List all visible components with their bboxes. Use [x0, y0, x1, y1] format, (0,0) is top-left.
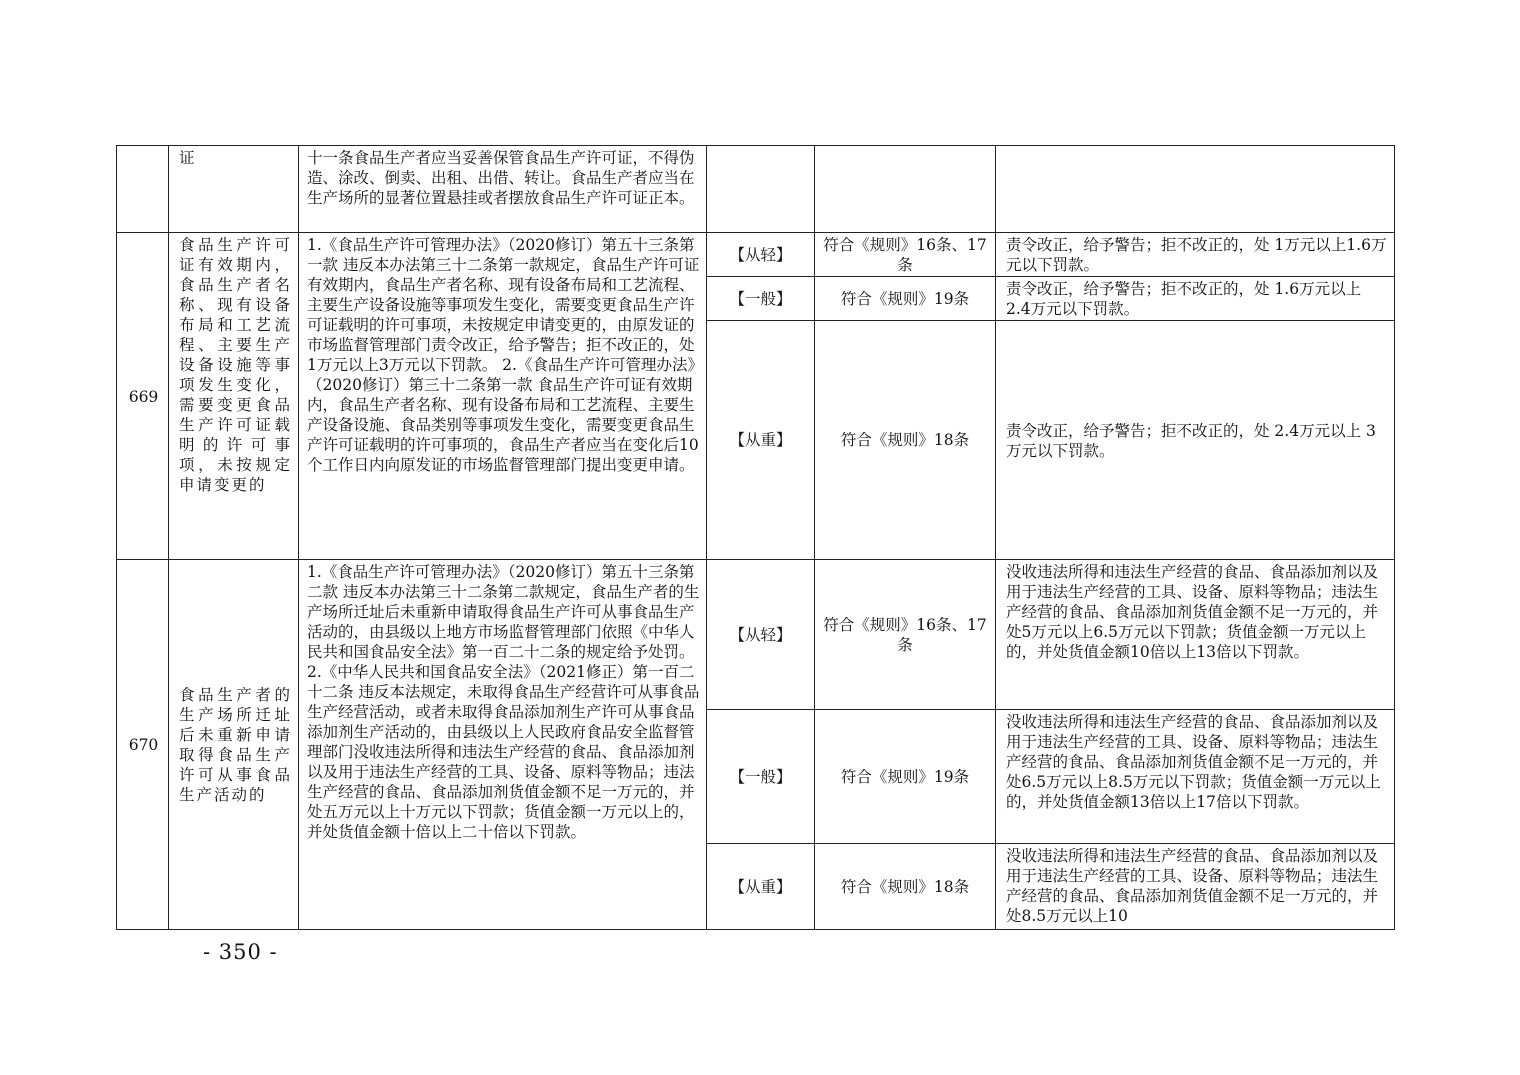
applicable-rule-cell	[815, 146, 996, 233]
discretion-level-cell: 【从重】	[707, 321, 815, 560]
discretion-level-cell: 【一般】	[707, 710, 815, 844]
table-row-669	[117, 233, 1395, 277]
table-row-continued	[117, 146, 1395, 233]
legal-basis-cell: 十一条食品生产者应当妥善保管食品生产许可证，不得伪造、涂改、倒卖、出租、出借、转让。食品生产者应当在生产场所的显著位置悬挂或者摆放食品生产许可证正本。	[299, 146, 707, 233]
applicable-rule-cell: 符合《规则》18条	[815, 321, 996, 560]
table-row-670	[117, 560, 1395, 710]
violation-item-cell: 证	[169, 146, 299, 233]
discretion-level-cell: 【从轻】	[707, 233, 815, 277]
legal-basis-cell: 1.《食品生产许可管理办法》（2020修订）第五十三条第一款 违反本办法第三十二条第一款规定，食品生产许可证有效期内，食品生产者名称、现有设备布局和工艺流程、主要生产设备设施等事项发生变化，需要变更食品生产许可证载明的许可事项，未按规定申请变更的，由原发证的市场监督管理部门责令改正，给予警告；拒不改正的，处1万元以上3万元以下罚款。 2.《食品生产许可管理办法》（2020修订）第三十二条第一款 食品生产许可证有效期内，食品生产者名称、现有设备布局和工艺流程、主要生产设备设施、食品类别等事项发生变化，需要变更食品生产许可证载明的许可事项的，食品生产者应当在变化后10个工作日内向原发证的市场监督管理部门提出变更申请。	[299, 233, 707, 560]
discretion-level-cell: 【一般】	[707, 277, 815, 321]
discretion-level-cell: 【从轻】	[707, 560, 815, 710]
penalty-standard-cell: 没收违法所得和违法生产经营的食品、食品添加剂以及用于违法生产经营的工具、设备、原料等物品；违法生产经营的食品、食品添加剂货值金额不足一万元的，并处5万元以上6.5万元以下罚款；货值金额一万元以上的，并处货值金额10倍以上13倍以下罚款。	[996, 560, 1395, 710]
applicable-rule-cell: 符合《规则》19条	[815, 710, 996, 844]
penalty-standard-cell: 责令改正，给予警告；拒不改正的，处 2.4万元以上 3 万元以下罚款。	[996, 321, 1395, 560]
row-number-cell: 670	[117, 560, 169, 930]
applicable-rule-cell: 符合《规则》19条	[815, 277, 996, 321]
penalty-standard-cell: 责令改正，给予警告；拒不改正的，处 1.6万元以上 2.4万元以下罚款。	[996, 277, 1395, 321]
penalty-standard-cell: 没收违法所得和违法生产经营的食品、食品添加剂以及用于违法生产经营的工具、设备、原料等物品；违法生产经营的食品、食品添加剂货值金额不足一万元的，并处6.5万元以上8.5万元以下罚款；货值金额一万元以上的，并处货值金额13倍以上17倍以下罚款。	[996, 710, 1395, 844]
discretion-level-cell	[707, 146, 815, 233]
row-number-cell: 669	[117, 233, 169, 560]
applicable-rule-cell: 符合《规则》16条、17条	[815, 560, 996, 710]
violation-item-cell: 食品生产许可证有效期内，食品生产者名称、现有设备布局和工艺流程、主要生产设备设施等事项发生变化，需要变更食品生产许可证载明的许可事项，未按规定申请变更的	[169, 233, 299, 560]
penalty-standard-cell: 没收违法所得和违法生产经营的食品、食品添加剂以及用于违法生产经营的工具、设备、原料等物品；违法生产经营的食品、食品添加剂货值金额不足一万元的，并处8.5万元以上10	[996, 844, 1395, 930]
penalty-standard-cell	[996, 146, 1395, 233]
row-number-cell	[117, 146, 169, 233]
applicable-rule-cell: 符合《规则》16条、17条	[815, 233, 996, 277]
penalty-standard-cell: 责令改正，给予警告；拒不改正的，处 1万元以上1.6万元以下罚款。	[996, 233, 1395, 277]
applicable-rule-cell: 符合《规则》18条	[815, 844, 996, 930]
legal-basis-cell: 1.《食品生产许可管理办法》（2020修订）第五十三条第二款 违反本办法第三十二条第二款规定，食品生产者的生产场所迁址后未重新申请取得食品生产许可从事食品生产活动的，由县级以上地方市场监督管理部门依照《中华人民共和国食品安全法》第一百二十二条的规定给予处罚。 2.《中华人民共和国食品安全法》（2021修正）第一百二十二条 违反本法规定，未取得食品生产经营许可从事食品生产经营活动，或者未取得食品添加剂生产许可从事食品添加剂生产活动的，由县级以上人民政府食品安全监督管理部门没收违法所得和违法生产经营的食品、食品添加剂以及用于违法生产经营的工具、设备、原料等物品；违法生产经营的食品、食品添加剂货值金额不足一万元的，并处五万元以上十万元以下罚款；货值金额一万元以上的，并处货值金额十倍以上二十倍以下罚款。	[299, 560, 707, 930]
discretion-level-cell: 【从重】	[707, 844, 815, 930]
violation-item-cell: 食品生产者的生产场所迁址后未重新申请取得食品生产许可从事食品生产活动的	[169, 560, 299, 930]
page-number: - 350 -	[203, 940, 278, 964]
penalty-standard-table	[116, 145, 1395, 930]
